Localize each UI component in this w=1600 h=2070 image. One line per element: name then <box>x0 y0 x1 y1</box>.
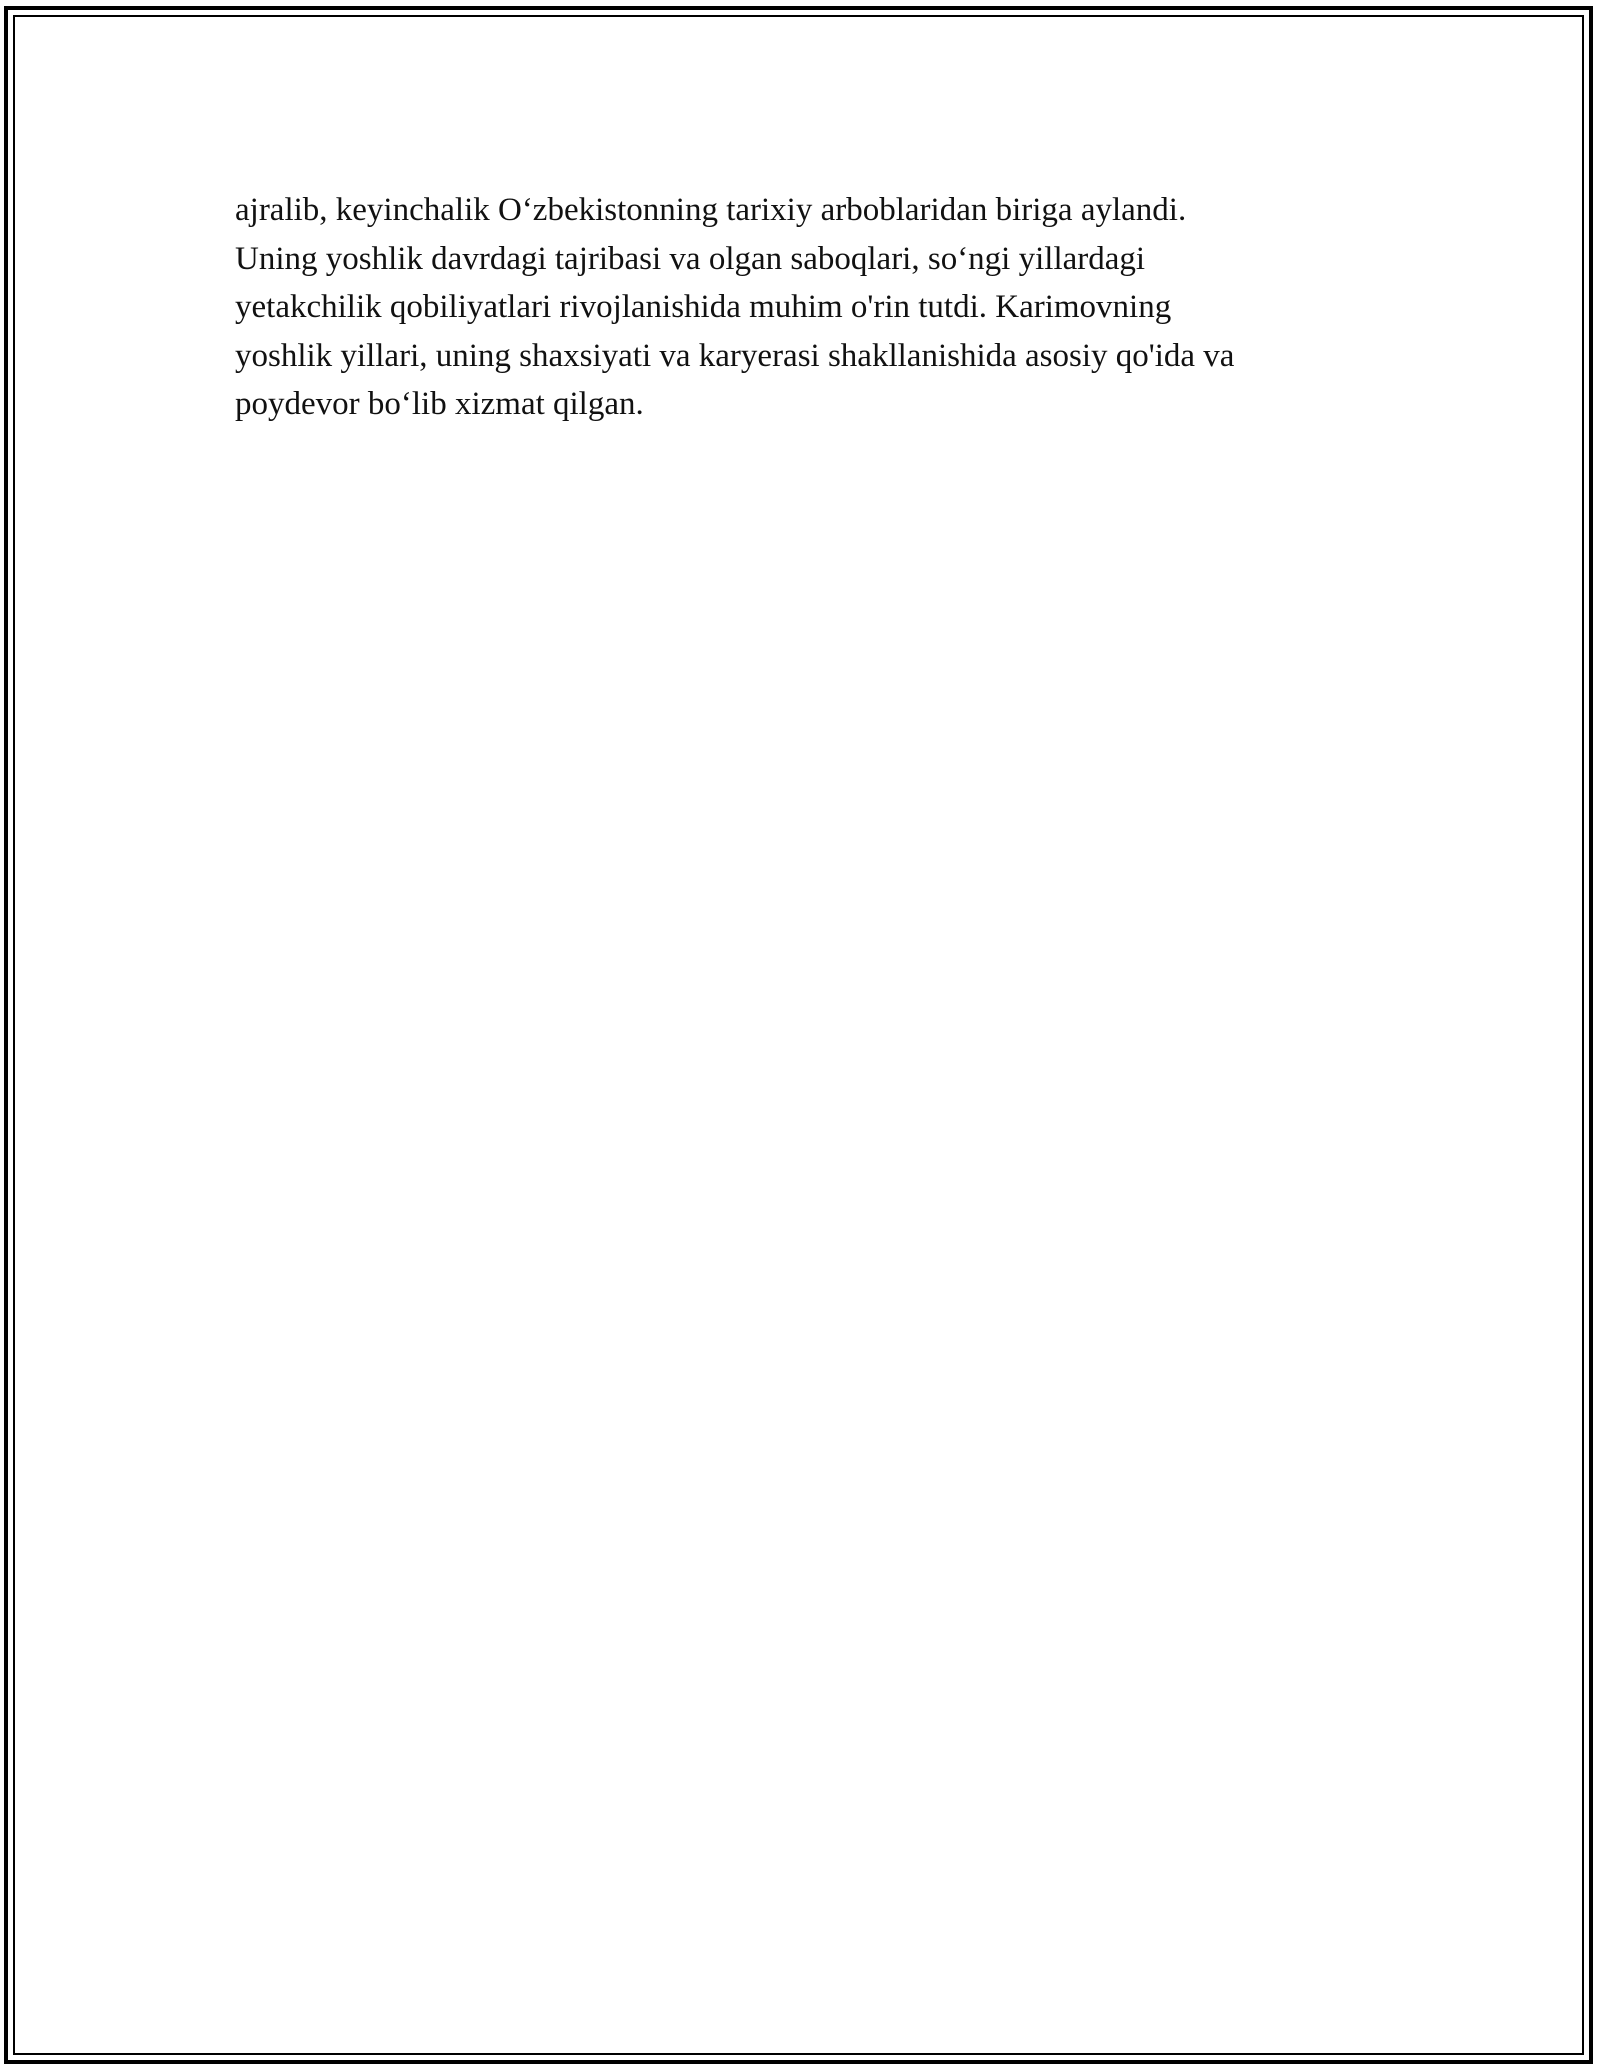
body-paragraph: ajralib, keyinchalik O‘zbekistonning tarixiy arboblaridan biriga aylandi. Uning yoshlik davrdagi tajribasi va olgan saboqlari, so‘ngi yillardagi yetakchilik qobiliyatlari rivojlanishida muhim o'rin tutdi. Karimovning yoshlik yillari, uning shaxsiyati va karyerasi shakllanishida asosiy qo'ida va poydevor bo‘lib xizmat qilgan. <box>235 192 1235 423</box>
